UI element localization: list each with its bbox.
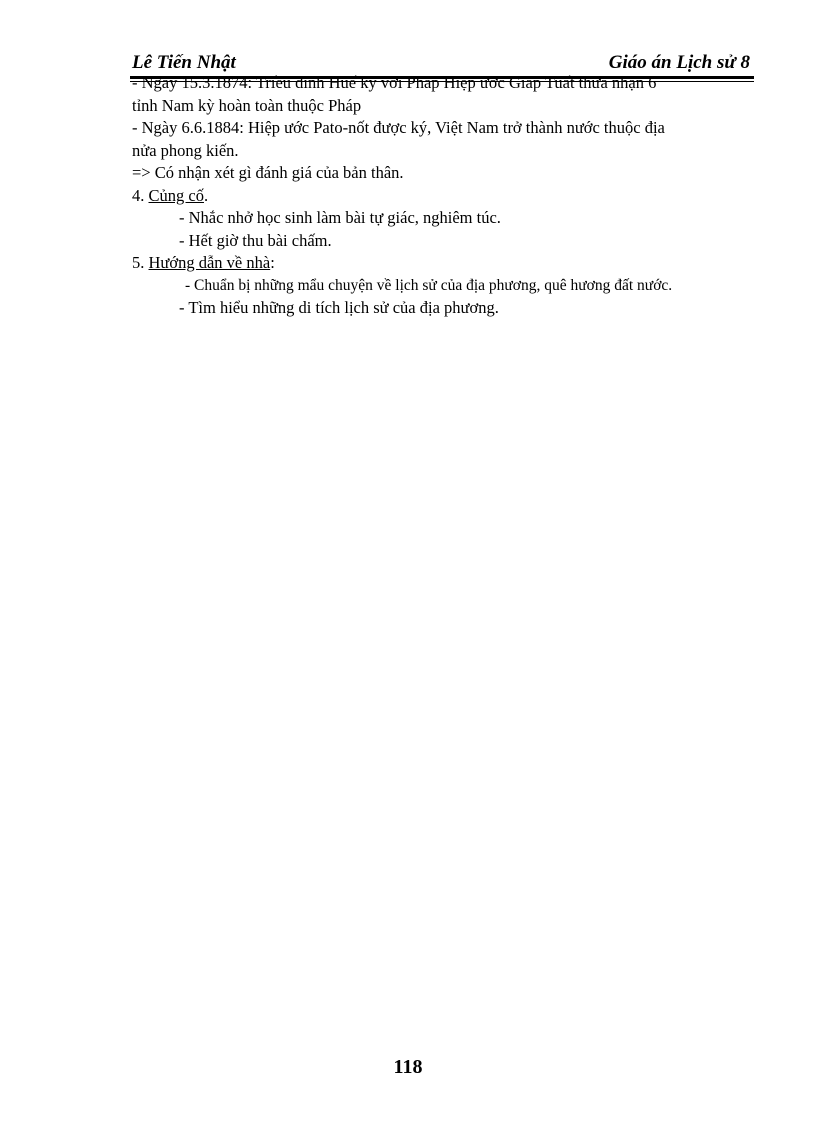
header-title: Giáo án Lịch sử 8 <box>608 52 750 73</box>
text-line: - Ngày 6.6.1884: Hiệp ước Pato-nốt được ký, Việt Nam trở thành nước thuộc địa <box>132 118 665 137</box>
text-line: => Có nhận xét gì đánh giá của bản thân. <box>132 163 404 182</box>
document-body <box>132 72 752 320</box>
list-item: - Chuẩn bị những mẩu chuyện về lịch sử của địa phương, quê hương đất nước. <box>185 276 673 294</box>
header-author: Lê Tiến Nhật <box>132 52 236 73</box>
section-number: 4. <box>132 185 149 205</box>
text-line: tỉnh Nam kỳ hoàn toàn thuộc Pháp <box>132 95 362 115</box>
section-title: Hướng dẫn về nhà <box>148 253 271 272</box>
section-5-heading <box>132 252 752 275</box>
section-suffix: : <box>270 253 275 272</box>
list-item: - Nhắc nhở học sinh làm bài tự giác, nghiêm túc. <box>179 208 501 227</box>
section-number: 5. <box>132 253 149 272</box>
list-item: - Tìm hiểu những di tích lịch sử của địa phương. <box>179 298 499 317</box>
text-line: nửa phong kiến. <box>132 140 239 160</box>
text-line: - Ngày 15.3.1874: Triều đình Huế ký với Pháp Hiệp ước Giáp Tuất thừa nhận 6 <box>132 73 657 92</box>
section-title: Củng cố <box>148 185 204 205</box>
section-suffix: . <box>203 185 209 205</box>
section-4-heading <box>132 185 752 208</box>
page-number: 118 <box>393 1056 423 1078</box>
list-item: - Hết giờ thu bài chấm. <box>179 230 332 250</box>
